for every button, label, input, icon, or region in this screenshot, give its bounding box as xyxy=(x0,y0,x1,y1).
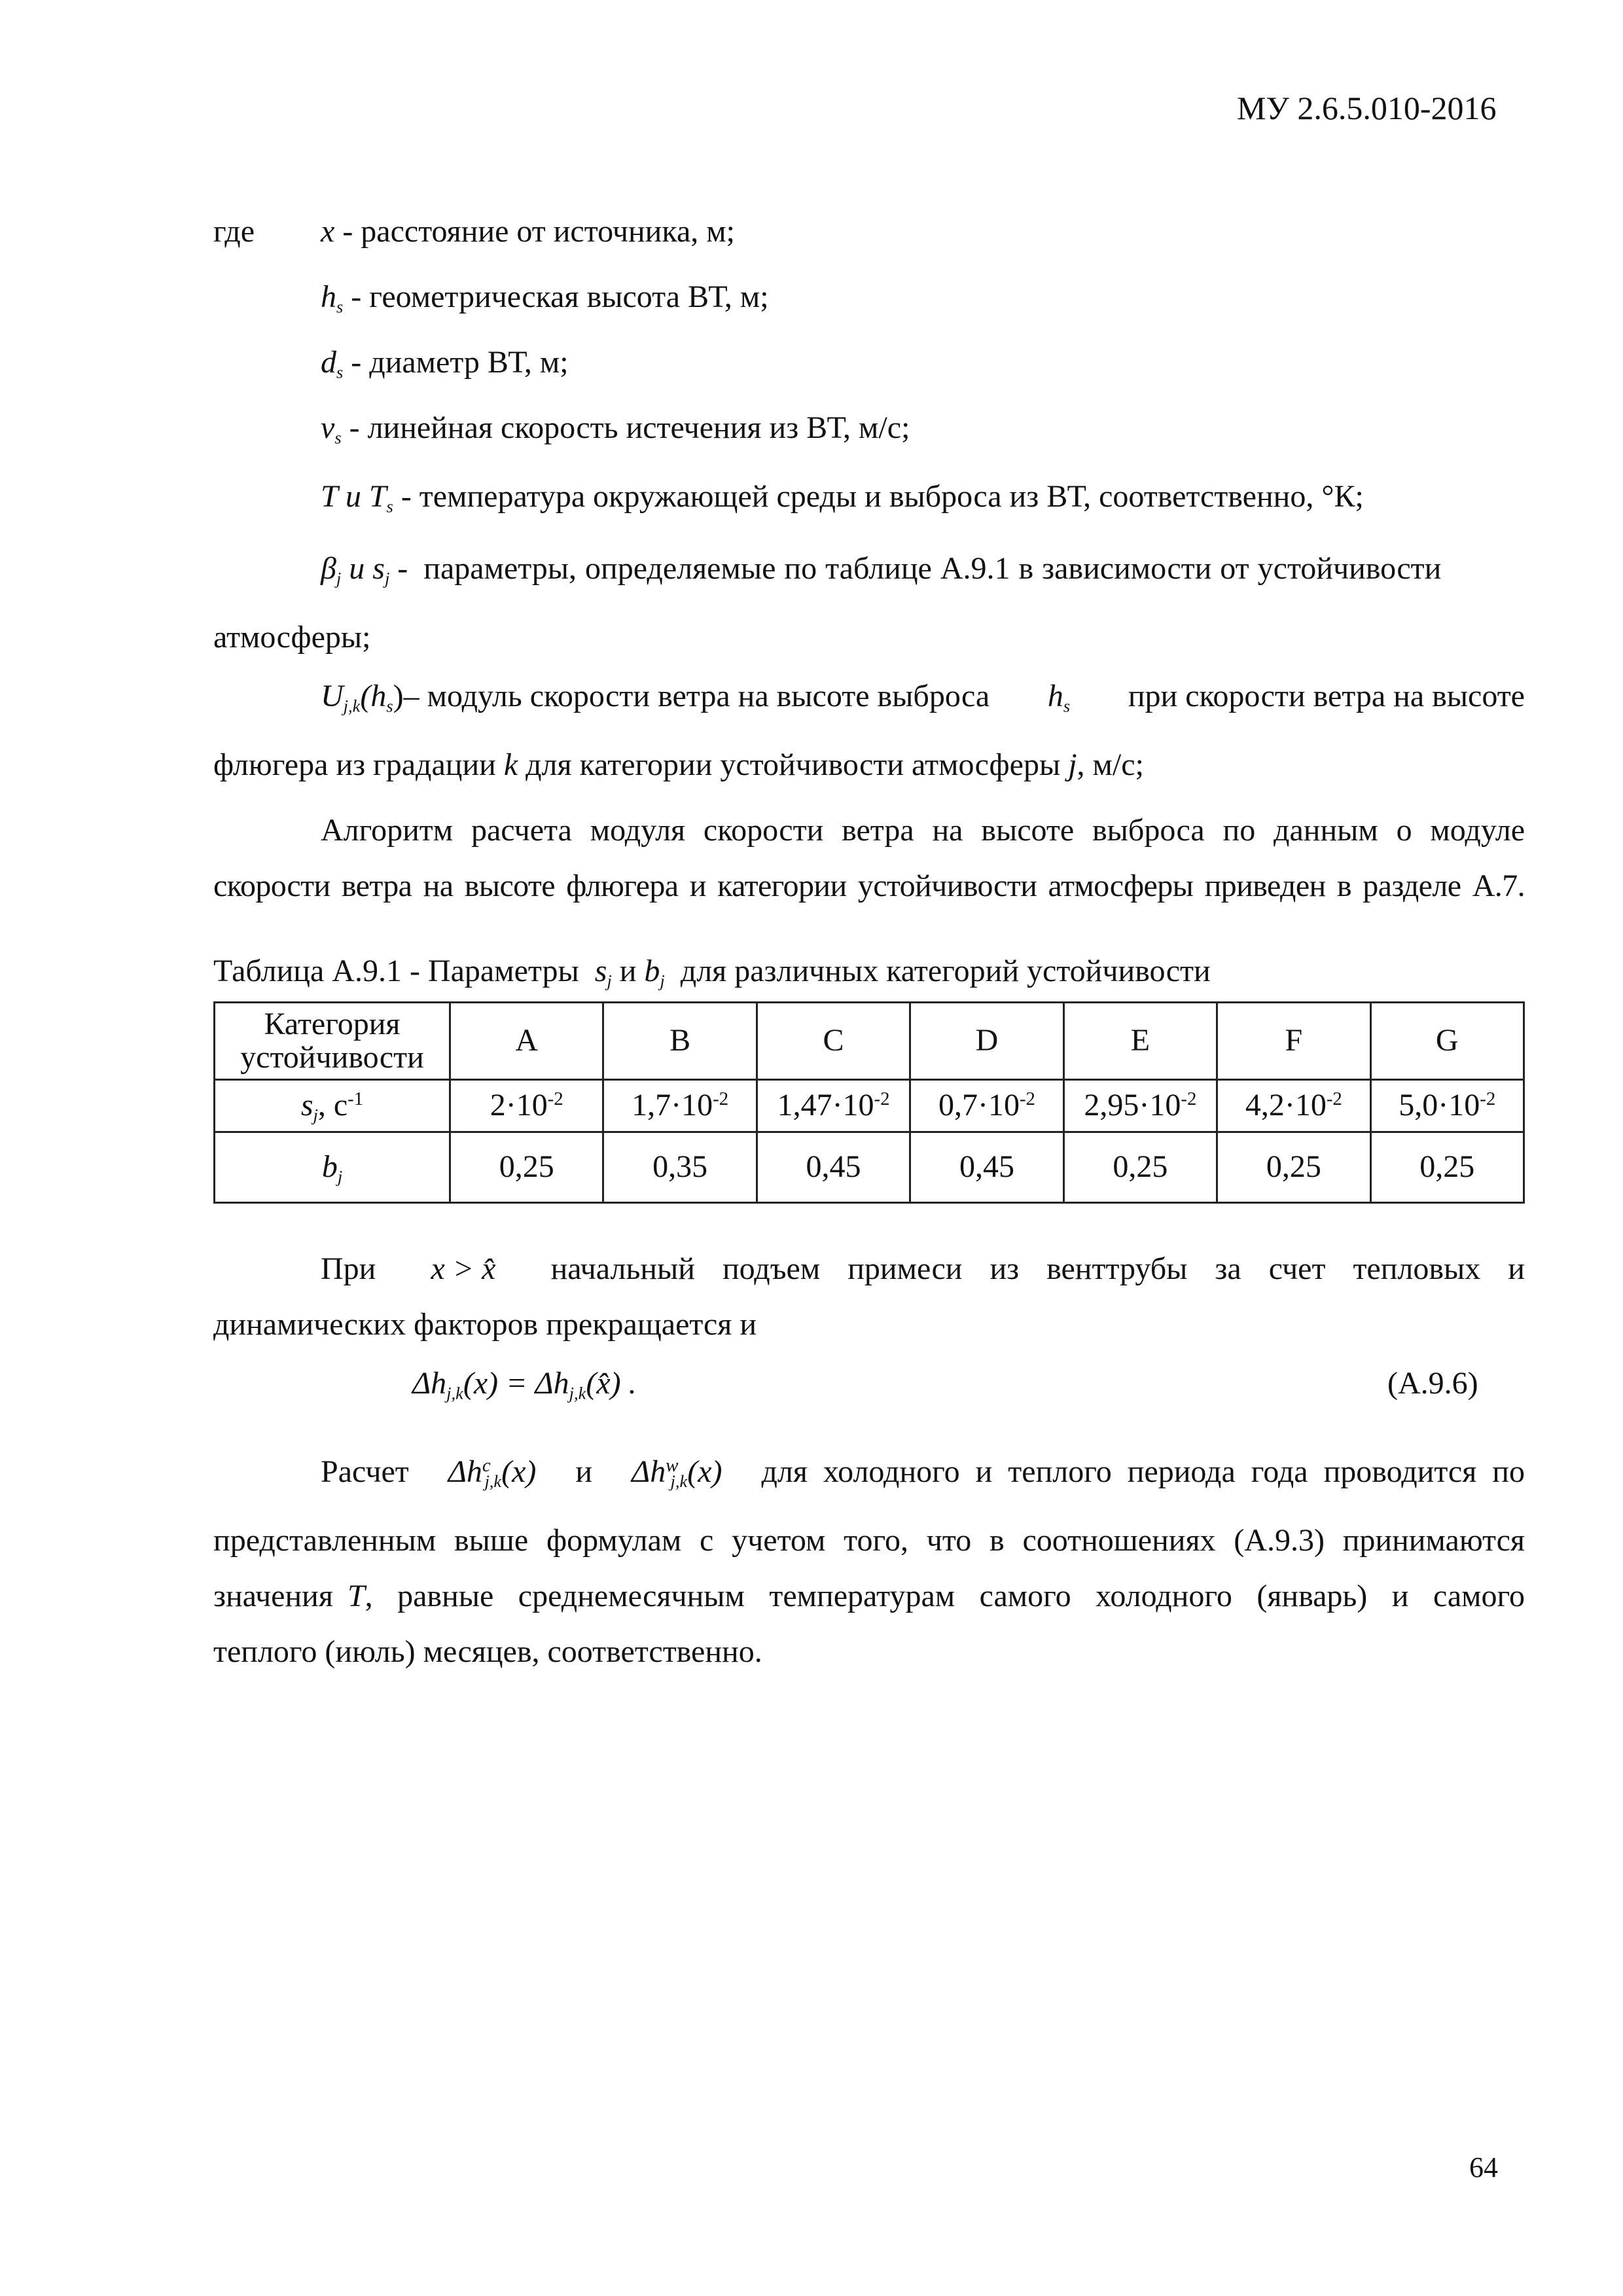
definition: - температура окружающей среды и выброса из ВТ, соответственно, °К; xyxy=(401,479,1364,514)
row-label-s xyxy=(215,1080,450,1132)
calc-pre: Расчет xyxy=(321,1454,409,1489)
formula-lhs: Δh xyxy=(412,1366,447,1401)
category-cell: F xyxy=(1217,1003,1370,1080)
caption-s-subscript: j xyxy=(607,971,612,991)
U-argument: (h xyxy=(360,679,387,713)
mantissa: 4,2·10 xyxy=(1245,1088,1327,1123)
header-label-line-2: устойчивости xyxy=(240,1039,424,1075)
mantissa: 1,7·10 xyxy=(632,1088,713,1123)
mantissa: 2,95·10 xyxy=(1084,1088,1181,1123)
exponent: -2 xyxy=(547,1088,563,1110)
header-label-cell xyxy=(215,1003,450,1080)
where-item-wind-speed-line2 xyxy=(213,749,1144,781)
algorithm-line-1: Алгоритм расчета модуля скорости ветра на высоте выброса по данным о модуле xyxy=(321,813,1525,848)
exponent: -2 xyxy=(874,1088,890,1110)
symbol: v xyxy=(321,410,335,445)
when-condition: x > x̂ xyxy=(431,1251,496,1286)
category-cell: B xyxy=(603,1003,757,1080)
calc-line-4: теплого (июль) месяцев, соответственно. xyxy=(213,1634,762,1669)
category-cell: C xyxy=(757,1003,910,1080)
when-line-2: динамических факторов прекращается и xyxy=(213,1307,757,1342)
exponent: -2 xyxy=(1480,1088,1496,1110)
where-item-hs xyxy=(321,279,769,317)
algorithm-line-2: скорости ветра на высоте флюгера и категории устойчивости атмосферы приведен в разделе А.7. xyxy=(213,869,1525,903)
term-superscript: w xyxy=(666,1455,679,1477)
table-header-row xyxy=(215,1003,1524,1080)
s-value-cell xyxy=(450,1080,603,1132)
symbol-subscript: s xyxy=(336,296,344,317)
symbol: T и T xyxy=(321,479,387,514)
definition: - линейная скорость истечения из ВТ, м/с; xyxy=(349,410,910,445)
s-value-cell xyxy=(603,1080,757,1132)
calc-line-1 xyxy=(321,1454,1525,1492)
line3-main xyxy=(348,1581,1525,1612)
symbol-subscript: s xyxy=(334,427,342,448)
where-intro: где xyxy=(213,214,255,249)
s-value-cell xyxy=(910,1080,1063,1132)
j-symbol: j xyxy=(1068,747,1077,782)
symbol: x xyxy=(321,214,335,249)
header-label-line-1: Категория xyxy=(264,1007,401,1042)
term-arg: (x) xyxy=(687,1454,722,1489)
formula-rhs-arg: (x̂) . xyxy=(586,1366,637,1401)
line2-pre: флюгера из градации xyxy=(213,747,496,782)
mantissa: 5,0·10 xyxy=(1399,1088,1480,1123)
s-subscript: j xyxy=(384,568,390,588)
formula-a96 xyxy=(412,1366,637,1403)
line2-mid: для категории устойчивости атмосферы xyxy=(526,747,1061,782)
wind-speed-text-1: – модуль скорости ветра на высоте выброса xyxy=(403,679,990,713)
term-subscript: j,k xyxy=(484,1471,502,1492)
b-value-cell: 0,25 xyxy=(1370,1132,1524,1203)
mantissa: 0,7·10 xyxy=(938,1088,1020,1123)
formula-lhs-subscript: j,k xyxy=(446,1383,463,1403)
calc-line-3 xyxy=(213,1581,1525,1612)
caption-s-symbol: s xyxy=(594,954,607,988)
b-value-cell: 0,25 xyxy=(1217,1132,1370,1203)
label-exponent: -1 xyxy=(348,1088,364,1110)
when-line-1 xyxy=(321,1253,1525,1285)
definition: - геометрическая высота ВТ, м; xyxy=(351,279,769,314)
where-item-temperature xyxy=(321,479,1364,516)
symbol: d xyxy=(321,345,336,380)
label-subscript: j xyxy=(337,1166,343,1187)
hs-subscript: s xyxy=(1063,696,1071,716)
exponent: -2 xyxy=(713,1088,729,1110)
term-symbol: Δh xyxy=(632,1454,666,1489)
calc-term-warm xyxy=(632,1454,722,1492)
formula-middle: (x) = Δh xyxy=(463,1366,569,1401)
term-subscript: j,k xyxy=(670,1471,688,1492)
caption-prefix: Таблица А.9.1 - Параметры xyxy=(213,954,579,988)
beta-symbol: β xyxy=(321,551,336,586)
definition: параметры, определяемые по таблице А.9.1 в зависимости от устойчивости xyxy=(423,551,1442,586)
label-symbol: s xyxy=(300,1088,313,1123)
s-symbol: и s xyxy=(349,551,385,586)
label-unit: , с xyxy=(317,1088,348,1123)
where-item-ds xyxy=(321,345,569,382)
table-caption xyxy=(213,954,1211,991)
dash: - xyxy=(397,551,408,586)
s-value-cell xyxy=(1063,1080,1217,1132)
caption-and: и xyxy=(619,954,637,988)
definition: - расстояние от источника, м; xyxy=(342,214,735,249)
s-value-cell xyxy=(1370,1080,1524,1132)
calc-line-2: представленным выше формулам с учетом того, что в соотношениях (А.9.3) принимаются xyxy=(213,1523,1525,1558)
where-item-beta-s-continuation: атмосферы; xyxy=(213,620,371,655)
label-subscript: j xyxy=(313,1105,318,1125)
category-cell: G xyxy=(1370,1003,1524,1080)
symbol: h xyxy=(321,279,336,314)
U-argument-subscript: s xyxy=(386,696,393,716)
term-arg: (x) xyxy=(501,1454,537,1489)
exponent: -2 xyxy=(1019,1088,1035,1110)
calc-and: и xyxy=(575,1454,593,1489)
row-label-b xyxy=(215,1132,450,1203)
k-symbol: k xyxy=(503,747,518,782)
where-item-vs xyxy=(321,410,910,448)
b-value-cell: 0,45 xyxy=(910,1132,1063,1203)
where-item-wind-speed xyxy=(321,679,1525,716)
term-superscript: c xyxy=(482,1455,491,1477)
b-value-cell: 0,25 xyxy=(1063,1132,1217,1203)
beta-subscript: j xyxy=(336,568,342,588)
mantissa: 2·10 xyxy=(490,1088,548,1123)
formula-rhs-subscript: j,k xyxy=(569,1383,586,1403)
where-item-beta-s xyxy=(321,551,1442,588)
U-argument-close: ) xyxy=(393,679,404,713)
exponent: -2 xyxy=(1181,1088,1197,1110)
hs-term xyxy=(1047,679,1071,716)
table-row-s xyxy=(215,1080,1524,1132)
formula-number: (А.9.6) xyxy=(1387,1366,1478,1401)
caption-b-symbol: b xyxy=(644,954,660,988)
wind-speed-text-2: при скорости ветра на высоте xyxy=(1128,679,1525,713)
when-text: начальный подъем примеси из венттрубы за счет тепловых и xyxy=(550,1251,1525,1286)
line3-post: , равные среднемесячным температурам самого холодного (январь) и самого xyxy=(365,1579,1525,1613)
page-number: 64 xyxy=(1469,2151,1498,2183)
wind-speed-term xyxy=(321,679,990,716)
symbol-subscript: s xyxy=(386,496,393,516)
exponent: -2 xyxy=(1326,1088,1342,1110)
definition: - диаметр ВТ, м; xyxy=(351,345,569,380)
line2-post: , м/с; xyxy=(1077,747,1144,782)
symbol-subscript: s xyxy=(336,362,344,382)
label-symbol: b xyxy=(321,1149,338,1185)
caption-suffix: для различных категорий устойчивости xyxy=(680,954,1211,988)
when-pre: При xyxy=(321,1251,376,1286)
s-value-cell xyxy=(757,1080,910,1132)
T-symbol: T xyxy=(347,1579,365,1613)
doc-code-header: МУ 2.6.5.010-2016 xyxy=(1237,90,1497,126)
calc-line1-rest: для холодного и теплого периода года проводится по xyxy=(761,1454,1525,1489)
term-symbol: Δh xyxy=(448,1454,482,1489)
mantissa: 1,47·10 xyxy=(777,1088,874,1123)
b-value-cell: 0,45 xyxy=(757,1132,910,1203)
caption-b-subscript: j xyxy=(660,971,665,991)
line3-pre: значения xyxy=(213,1579,333,1613)
where-item-x xyxy=(321,216,735,247)
U-symbol: U xyxy=(321,679,344,713)
hs-symbol: h xyxy=(1047,679,1063,713)
b-value-cell: 0,35 xyxy=(603,1132,757,1203)
table-row-b xyxy=(215,1132,1524,1203)
parameters-table xyxy=(213,1001,1525,1204)
category-cell: A xyxy=(450,1003,603,1080)
category-cell: D xyxy=(910,1003,1063,1080)
category-cell: E xyxy=(1063,1003,1217,1080)
b-value-cell: 0,25 xyxy=(450,1132,603,1203)
s-value-cell xyxy=(1217,1080,1370,1132)
calc-term-cold xyxy=(448,1454,537,1492)
U-subscript: j,k xyxy=(343,696,361,716)
